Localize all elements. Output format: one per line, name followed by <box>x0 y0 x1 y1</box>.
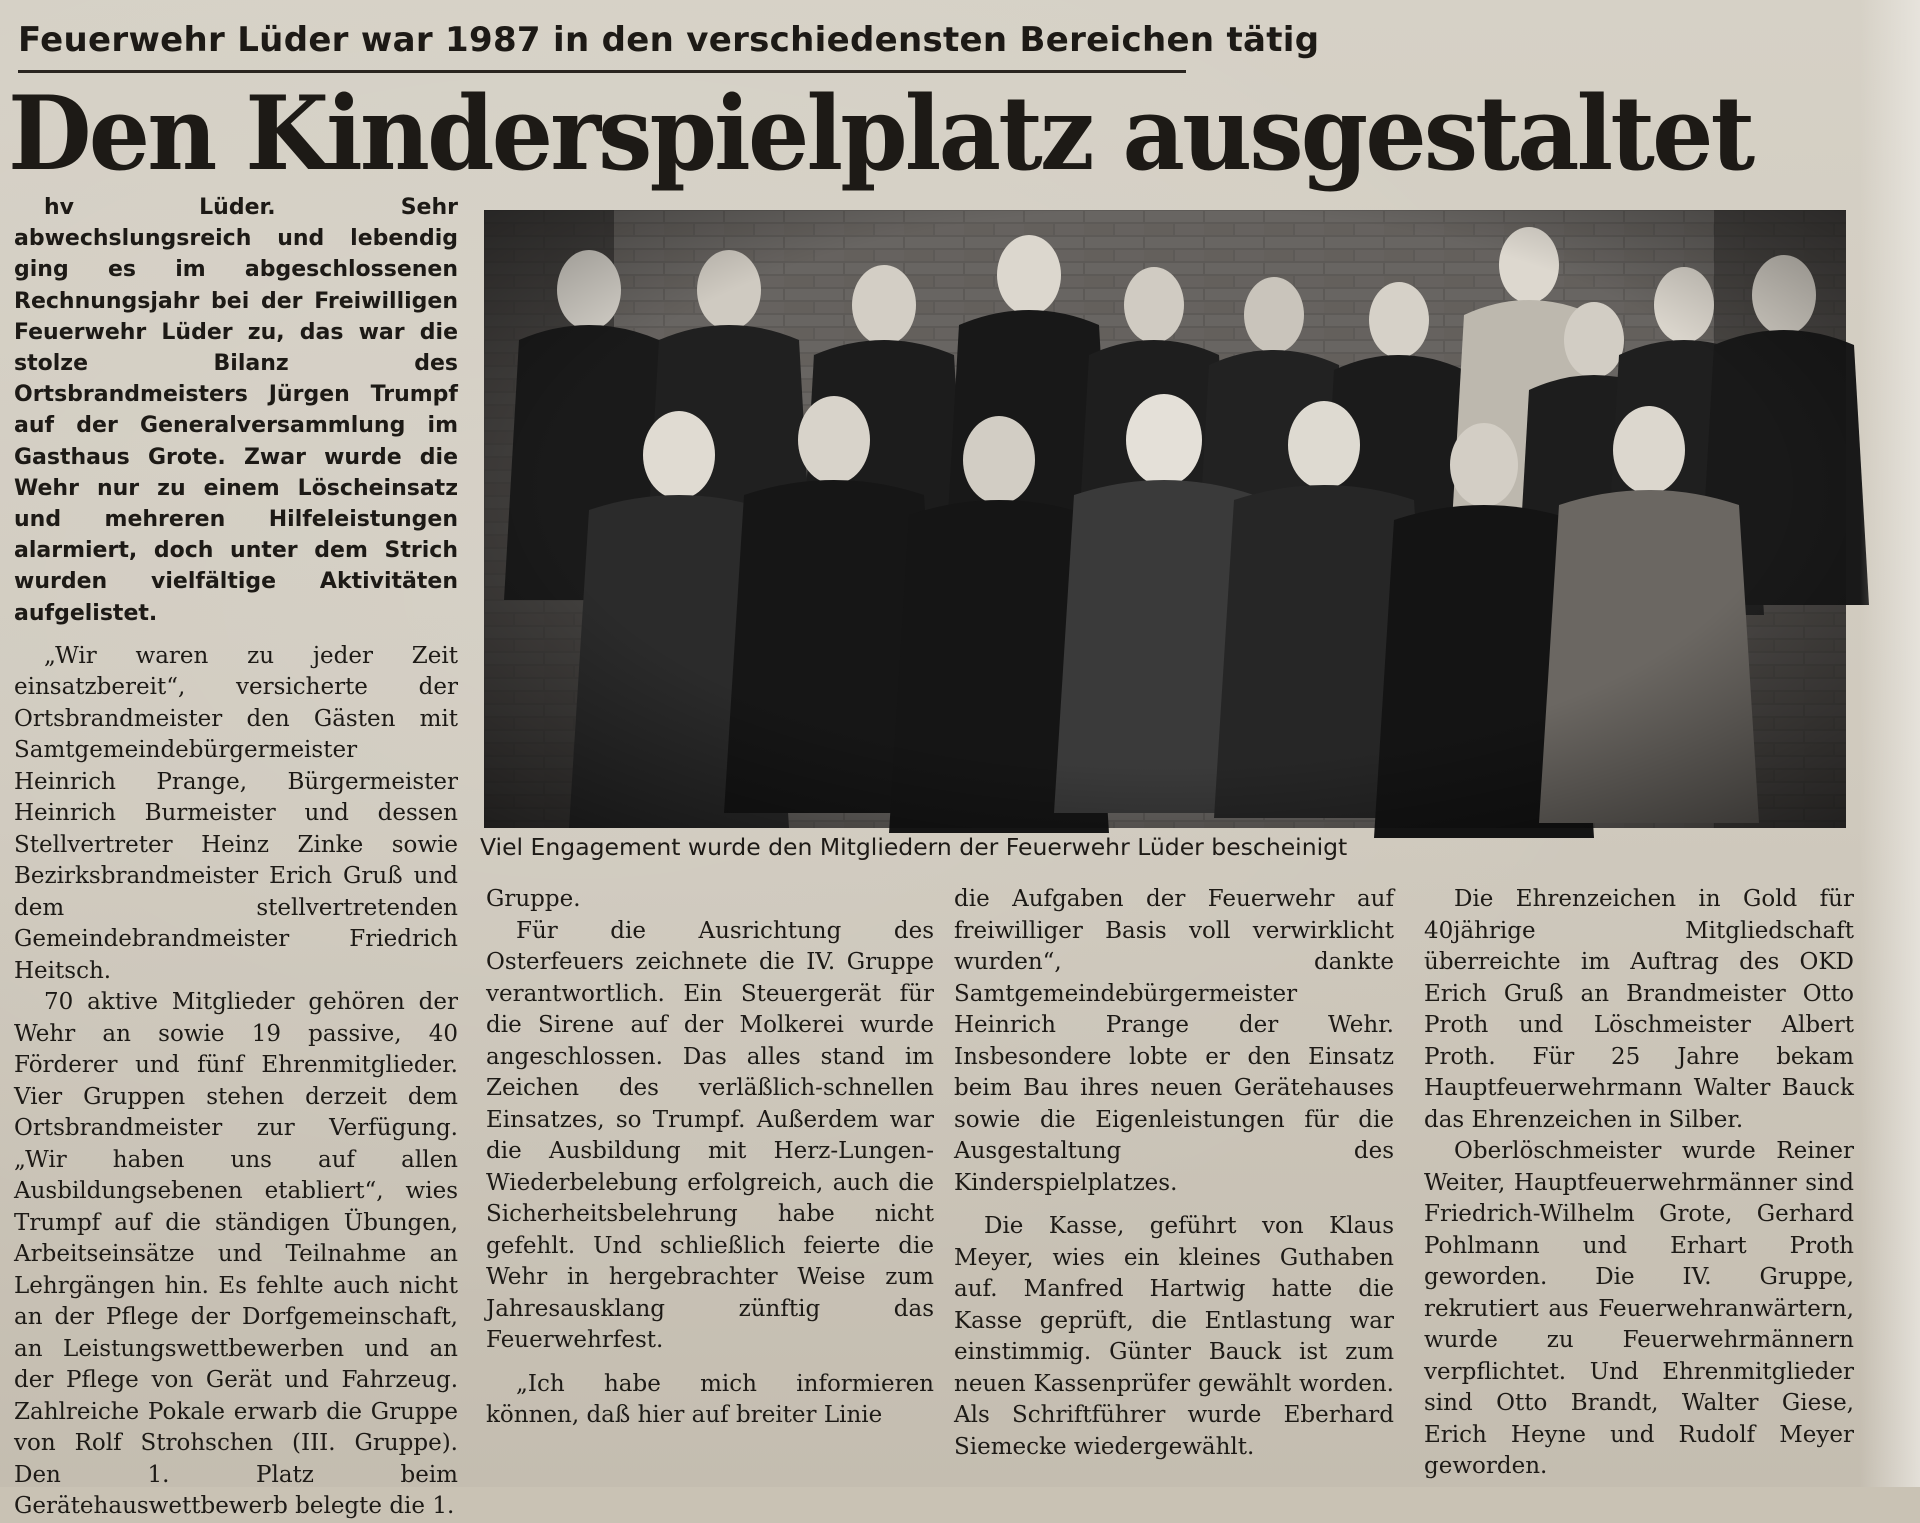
column-4-paragraph-2: Oberlöschmeister wurde Reiner Weiter, Hauptfeuerwehrmänner sind Friedrich-Wilhelm Grote, Gerhard Pohlmann und Erhart Proth geworden. Die IV. Gruppe, rekrutiert aus Feuerwehranwärtern, wurde zu Feuerwehrmännern verpflichtet. Und Ehrenmitglieder sind Otto Brandt, Walter Giese, Erich Heyne und Rudolf Meyer geworden. <box>1424 1138 1854 1479</box>
column-2-paragraph-2: Für die Ausrichtung des Osterfeuers zeichnete die IV. Gruppe verantwortlich. Ein Steuergerät für die Sirene auf der Molkerei wurde angeschlossen. Das alles stand im Zeichen des verläßlich-schnellen Einsatzes, so Trumpf. Außerdem war die Ausbildung mit Herz-Lungen-Wiederbelebung erfolgreich, auch die Sicherheitsbelehrung habe nicht gefehlt. Und schließlich feierte die Wehr in hergebrachter Weise zum Jahresausklang zünftig das Feuerwehrfest. <box>486 917 934 1353</box>
photo-caption: Viel Engagement wurde den Mitgliedern der Feuerwehr Lüder bescheinigt <box>480 833 1348 861</box>
column-4 <box>1424 884 1854 1483</box>
article-headline: Den Kinderspielplatz ausgestaltet <box>8 74 1753 194</box>
column-4-paragraph-1: Die Ehrenzeichen in Gold für 40jährige Mitgliedschaft überreichte im Auftrag des OKD Erich Gruß an Brandmeister Otto Proth und Löschmeister Albert Proth. Für 25 Jahre bekam Hauptfeuerwehrmann Walter Bauck das Ehrenzeichen in Silber. <box>1424 886 1854 1133</box>
column-1-paragraph-2: 70 aktive Mitglieder gehören der Wehr an sowie 19 passive, 40 Förderer und fünf Ehrenmitglieder. Vier Gruppen stehen derzeit dem Ortsbrandmeister zur Verfügung. „Wir haben uns auf allen Ausbildungsebenen etabliert“, wies Trumpf auf die ständigen Übungen, Arbeitseinsätze und Teilnahme an Lehrgängen hin. Es fehlte auch nicht an der Pflege der Dorfgemeinschaft, an Leistungswettbewerben und an der Pflege von Gerät und Fahrzeug. Zahlreiche Pokale erwarb die Gruppe von Rolf Strohschen (III. Gruppe). Den 1. Platz beim Gerätehauswettbewerb belegte die 1. <box>14 989 458 1520</box>
column-3 <box>954 884 1394 1463</box>
column-2-paragraph-1: Gruppe. <box>486 886 581 912</box>
article-lead: hv Lüder. Sehr abwechslungsreich und lebendig ging es im abgeschlossenen Rechnungsjahr bei der Freiwilligen Feuerwehr Lüder zu, das war die stolze Bilanz des Ortsbrandmeisters Jürgen Trumpf auf der Generalversammlung im Gasthaus Grote. Zwar wurde die Wehr nur zu einem Löscheinsatz und mehreren Hilfeleistungen alarmiert, doch unter dem Strich wurden vielfältige Aktivitäten aufgelistet. <box>14 195 458 626</box>
article-kicker: Feuerwehr Lüder war 1987 in den verschiedensten Bereichen tätig <box>18 20 1320 60</box>
group-photo-image <box>484 210 1846 828</box>
column-2-paragraph-3: „Ich habe mich informieren können, daß hier auf breiter Linie <box>486 1370 934 1428</box>
kicker-rule <box>18 70 1186 73</box>
column-1-paragraph-1: „Wir waren zu jeder Zeit einsatzbereit“, versicherte der Ortsbrandmeister den Gästen mit Samtgemeindebürgermeister Heinrich Prange, Bürgermeister Heinrich Burmeister und dessen Stellvertreter Heinz Zinke sowie Bezirksbrandmeister Erich Gruß und dem stellvertretenden Gemeindebrandmeister Friedrich Heitsch. <box>14 642 458 984</box>
column-3-paragraph-1: die Aufgaben der Feuerwehr auf freiwilliger Basis voll verwirklicht wurden“, dankte Samtgemeindebürgermeister Heinrich Prange der Wehr. Insbesondere lobte er den Einsatz beim Bau ihres neuen Gerätehauses sowie die Eigenleistungen für die Ausgestaltung des Kinderspielplatzes. <box>954 886 1394 1196</box>
column-3-paragraph-2: Die Kasse, geführt von Klaus Meyer, wies ein kleines Guthaben auf. Manfred Hartwig hatte die Kasse geprüft, die Entlastung war einstimmig. Günter Bauck ist zum neuen Kassenprüfer gewählt worden. Als Schriftführer wurde Eberhard Siemecke wiedergewählt. <box>954 1213 1394 1460</box>
column-2 <box>486 884 934 1432</box>
column-1 <box>14 192 458 1523</box>
group-photo <box>484 210 1846 828</box>
